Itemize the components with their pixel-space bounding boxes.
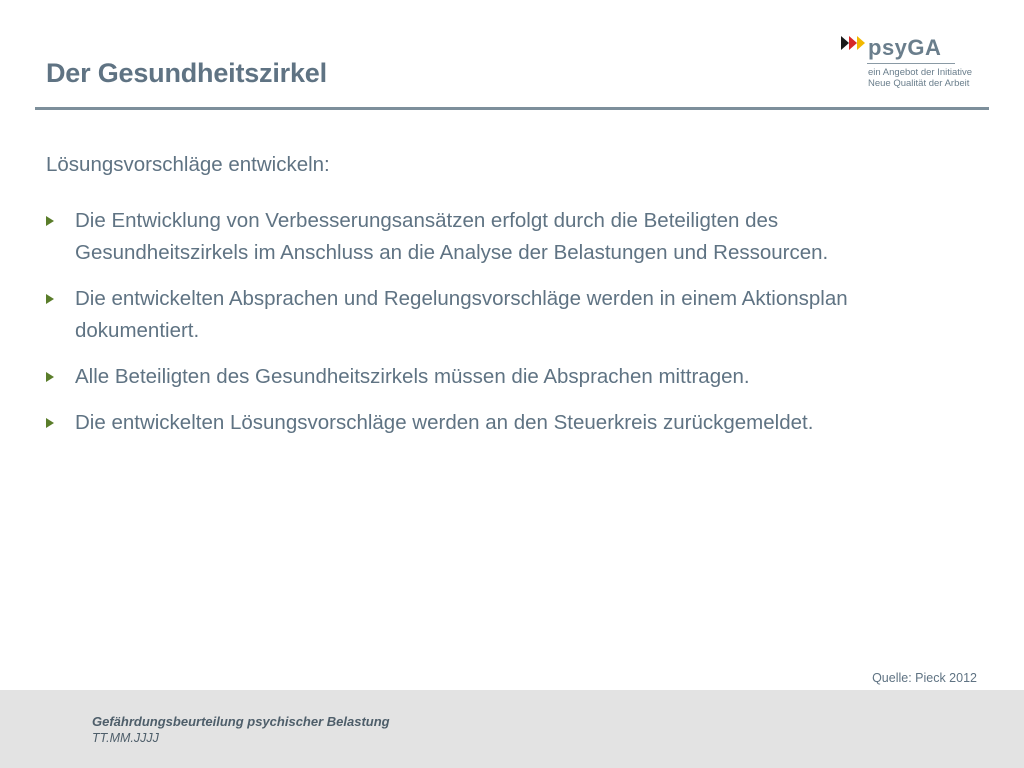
list-item-text: Die entwickelten Lösungsvorschläge werden an den Steuerkreis zurückgemeldet. xyxy=(75,411,814,434)
list-item xyxy=(46,407,946,439)
bullet-triangle-icon xyxy=(46,418,54,428)
footer-date: TT.MM.JJJJ xyxy=(92,731,159,745)
list-item xyxy=(46,361,946,393)
footer-title: Gefährdungsbeurteilung psychischer Belastung xyxy=(92,714,390,729)
source-citation: Quelle: Pieck 2012 xyxy=(872,671,977,685)
list-item-text: Die Entwicklung von Verbesserungsansätzen erfolgt durch die Beteiligten des Gesundheitszirkels im Anschluss an die Analyse der Belastungen und Ressourcen. xyxy=(75,209,829,264)
list-item-text: Alle Beteiligten des Gesundheitszirkels müssen die Absprachen mittragen. xyxy=(75,365,750,388)
list-item-text: Die entwickelten Absprachen und Regelungsvorschläge werden in einem Aktionsplan dokumentiert. xyxy=(75,287,848,342)
bullet-triangle-icon xyxy=(46,216,54,226)
psyga-logo xyxy=(838,30,988,92)
footer-bar xyxy=(0,690,1024,768)
bullet-triangle-icon xyxy=(46,294,54,304)
logo-tagline-line2: Neue Qualität der Arbeit xyxy=(868,78,970,89)
bullet-triangle-icon xyxy=(46,372,54,382)
intro-text: Lösungsvorschläge entwickeln: xyxy=(46,153,330,176)
logo-divider xyxy=(867,63,955,64)
logo-tagline-line1: ein Angebot der Initiative xyxy=(868,67,973,78)
logo-wordmark: psyGA xyxy=(868,35,942,60)
slide-title: Der Gesundheitszirkel xyxy=(46,58,327,88)
list-item xyxy=(46,283,946,347)
title-divider xyxy=(35,107,989,110)
bullet-list xyxy=(46,205,946,453)
list-item xyxy=(46,205,946,269)
